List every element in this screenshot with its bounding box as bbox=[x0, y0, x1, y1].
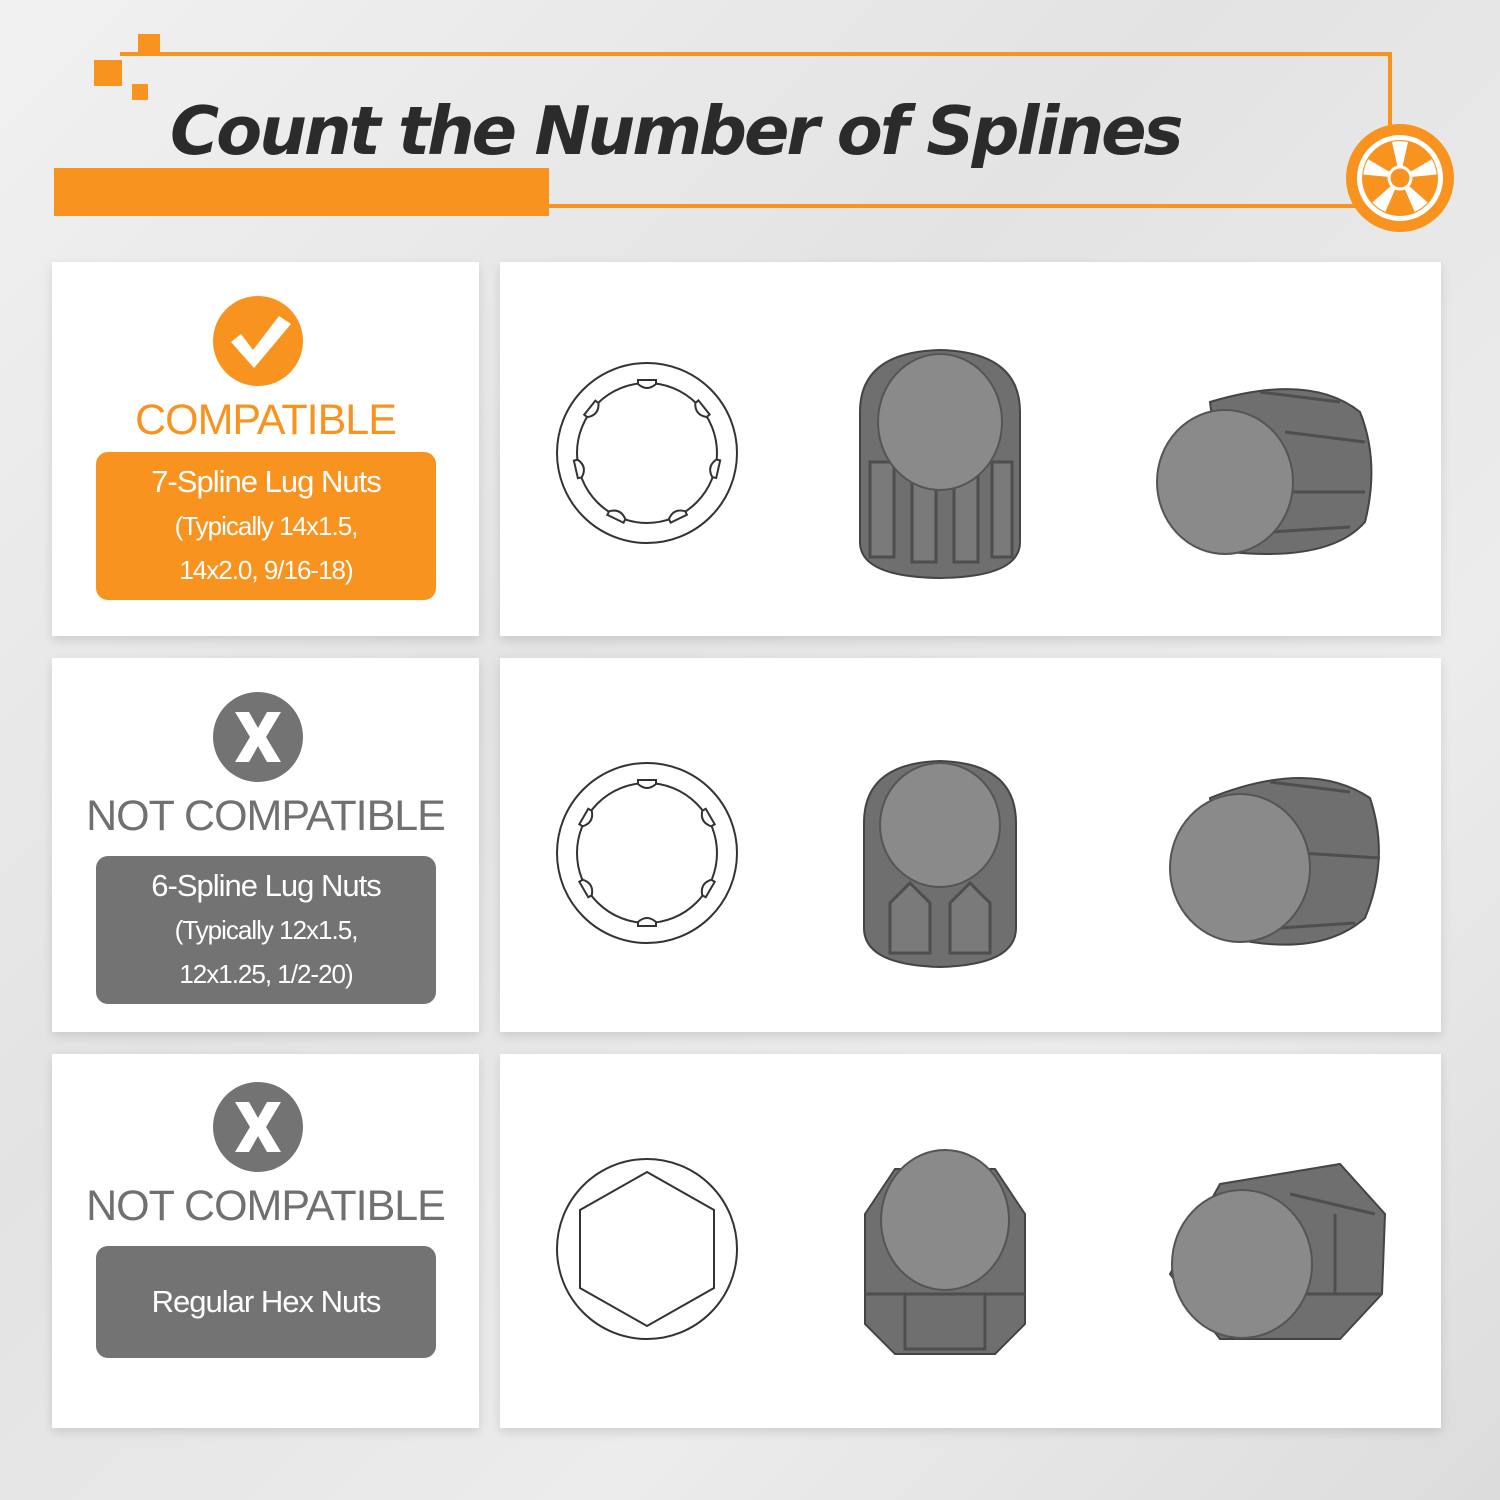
header-accent-bar bbox=[54, 168, 549, 216]
hex-lug-nut-angled bbox=[1160, 1154, 1400, 1354]
nut-type-spec: 14x2.0, 9/16-18) bbox=[179, 555, 353, 585]
status-card-compatible bbox=[52, 262, 479, 636]
6-spline-socket-outline bbox=[552, 758, 742, 948]
nut-type-spec: 12x1.25, 1/2-20) bbox=[179, 959, 353, 989]
status-label: NOT COMPATIBLE bbox=[86, 792, 445, 840]
nut-type-title: 6-Spline Lug Nuts bbox=[151, 868, 381, 903]
status-label: NOT COMPATIBLE bbox=[86, 1182, 445, 1230]
illustration-card bbox=[500, 262, 1441, 636]
x-icon bbox=[213, 1082, 303, 1172]
spline-lug-nut-angled bbox=[1160, 758, 1400, 958]
status-card-not-compatible bbox=[52, 658, 479, 1032]
hex-lug-nut-front bbox=[855, 1144, 1035, 1364]
x-icon bbox=[213, 692, 303, 782]
hex-socket-outline bbox=[552, 1154, 742, 1344]
illustration-card bbox=[500, 1054, 1441, 1428]
spline-lug-nut-front bbox=[850, 753, 1030, 973]
nut-type-title: Regular Hex Nuts bbox=[151, 1284, 381, 1319]
nut-type-box bbox=[96, 856, 436, 1004]
page-title: Count the Number of Splines bbox=[170, 92, 1181, 170]
checkmark-icon bbox=[213, 296, 303, 386]
nut-type-box bbox=[96, 452, 436, 600]
decor-square bbox=[94, 60, 122, 86]
nut-type-box bbox=[96, 1246, 436, 1358]
spline-lug-nut-angled bbox=[1150, 372, 1390, 572]
illustration-card bbox=[500, 658, 1441, 1032]
spline-lug-nut-front bbox=[850, 342, 1030, 582]
nut-type-title: 7-Spline Lug Nuts bbox=[151, 464, 381, 499]
status-label: COMPATIBLE bbox=[135, 396, 396, 444]
status-card-not-compatible bbox=[52, 1054, 479, 1428]
7-spline-socket-outline bbox=[552, 358, 742, 548]
nut-type-spec: (Typically 14x1.5, bbox=[174, 511, 358, 541]
nut-type-spec: (Typically 12x1.5, bbox=[174, 915, 358, 945]
wheel-icon bbox=[1340, 118, 1460, 238]
